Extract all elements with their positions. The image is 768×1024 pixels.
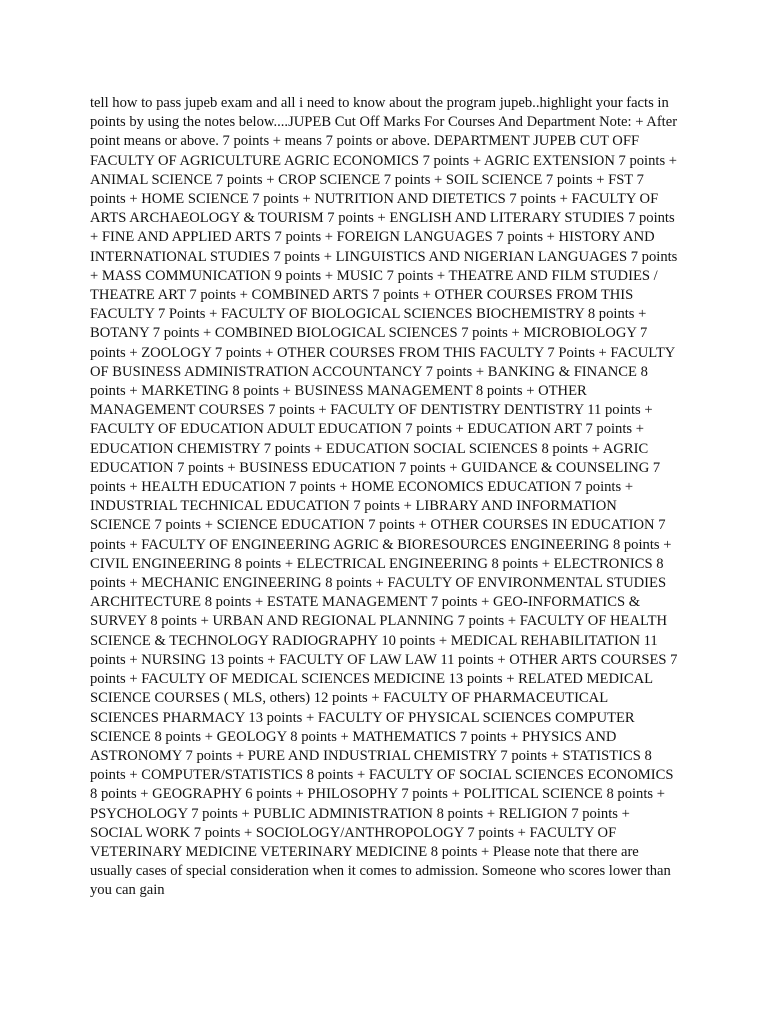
body-paragraph: tell how to pass jupeb exam and all i need to know about the program jupeb..highlight your facts in points by using the notes below....JUPEB Cut Off Marks For Courses And Department Note: + After point means or above. 7 points + means 7 points or above. DEPARTMENT JUPEB CUT OFF FACULTY OF AGRICULTURE AGRIC ECONOMICS 7 points + AGRIC EXTENSION 7 points + ANIMAL SCIENCE 7 points + CROP SCIENCE 7 points + SOIL SCIENCE 7 points + FST 7 points + HOME SCIENCE 7 points + NUTRITION AND DIETETICS 7 points + FACULTY OF ARTS ARCHAEOLOGY & TOURISM 7 points + ENGLISH AND LITERARY STUDIES 7 points + FINE AND APPLIED ARTS 7 points + FOREIGN LANGUAGES 7 points + HISTORY AND INTERNATIONAL STUDIES 7 points + LINGUISTICS AND NIGERIAN LANGUAGES 7 points + MASS COMMUNICATION 9 points + MUSIC 7 points + THEATRE AND FILM STUDIES / THEATRE ART 7 points + COMBINED ARTS 7 points + OTHER COURSES FROM THIS FACULTY 7 Points + FACULTY OF BIOLOGICAL SCIENCES BIOCHEMISTRY 8 points + BOTANY 7 points + COMBINED BIOLOGICAL SCIENCES 7 points + MICROBIOLOGY 7 points + ZOOLOGY 7 points + OTHER COURSES FROM THIS FACULTY 7 Points + FACULTY OF BUSINESS ADMINISTRATION ACCOUNTANCY 7 points + BANKING & FINANCE 8 points + MARKETING 8 points + BUSINESS MANAGEMENT 8 points + OTHER MANAGEMENT COURSES 7 points + FACULTY OF DENTISTRY DENTISTRY 11 points + FACULTY OF EDUCATION ADULT EDUCATION 7 points + EDUCATION ART 7 points + EDUCATION CHEMISTRY 7 points + EDUCATION SOCIAL SCIENCES 8 points + AGRIC EDUCATION 7 points + BUSINESS EDUCATION 7 points + GUIDANCE & COUNSELING 7 points + HEALTH EDUCATION 7 points + HOME ECONOMICS EDUCATION 7 points + INDUSTRIAL TECHNICAL EDUCATION 7 points + LIBRARY AND INFORMATION SCIENCE 7 points + SCIENCE EDUCATION 7 points + OTHER COURSES IN EDUCATION 7 points + FACULTY OF ENGINEERING AGRIC & BIORESOURCES ENGINEERING 8 points + CIVIL ENGINEERING 8 points + ELECTRICAL ENGINEERING 8 points + ELECTRONICS 8 points + MECHANIC ENGINEERING 8 points + FACULTY OF ENVIRONMENTAL STUDIES ARCHITECTURE 8 points + ESTATE MANAGEMENT 7 points + GEO-INFORMATICS & SURVEY 8 points + URBAN AND REGIONAL PLANNING 7 points + FACULTY OF HEALTH SCIENCE & TECHNOLOGY RADIOGRAPHY 10 points + MEDICAL REHABILITATION 11 points + NURSING 13 points + FACULTY OF LAW LAW 11 points + OTHER ARTS COURSES 7 points + FACULTY OF MEDICAL SCIENCES MEDICINE 13 points + RELATED MEDICAL SCIENCE COURSES ( MLS, others) 12 points + FACULTY OF PHARMACEUTICAL SCIENCES PHARMACY 13 points + FACULTY OF PHYSICAL SCIENCES COMPUTER SCIENCE 8 points + GEOLOGY 8 points + MATHEMATICS 7 points + PHYSICS AND ASTRONOMY 7 points + PURE AND INDUSTRIAL CHEMISTRY 7 points + STATISTICS 8 points + COMPUTER/STATISTICS 8 points + FACULTY OF SOCIAL SCIENCES ECONOMICS 8 points + GEOGRAPHY 6 points + PHILOSOPHY 7 points + POLITICAL SCIENCE 8 points + PSYCHOLOGY 7 points + PUBLIC ADMINISTRATION 8 points + RELIGION 7 points + SOCIAL WORK 7 points + SOCIOLOGY/ANTHROPOLOGY 7 points + FACULTY OF VETERINARY MEDICINE VETERINARY MEDICINE 8 points + Please note that there are usually cases of special consideration when it comes to admission. Someone who scores lower than you can gain — [90, 95, 678, 899]
